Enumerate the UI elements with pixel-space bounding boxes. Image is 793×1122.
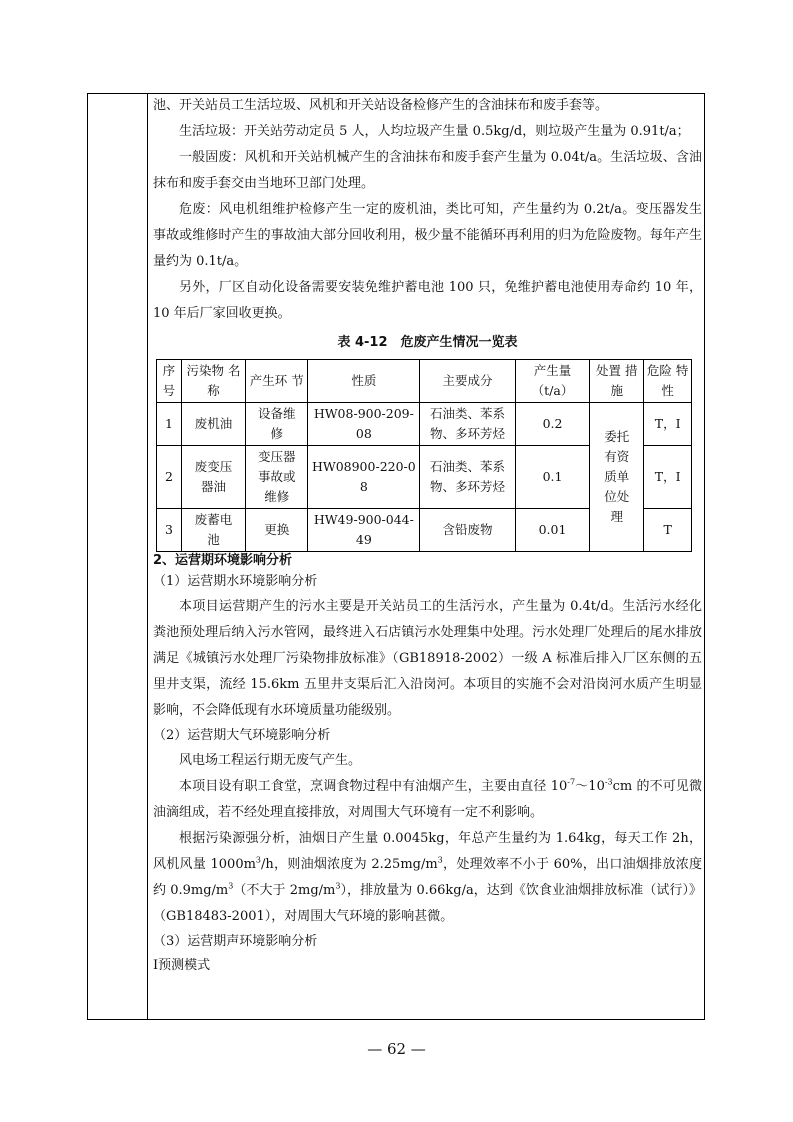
paragraph-air-1: 风电场工程运行期无废气产生。 [179, 753, 362, 768]
cell-property: HW08-900-209- 08 [308, 403, 420, 446]
hazardous-waste-table [156, 359, 692, 552]
noise-heading: （3）运营期声环境影响分析 [153, 934, 318, 949]
cell-composition: 石油类、苯系 物、多环芳烃 [420, 403, 515, 446]
paragraph-battery: 另外，厂区自动化设备需要安装免维护蓄电池 100 只，免维护蓄电池使用寿命约 10 年，10 年后厂家回收更换。 [153, 280, 702, 321]
cell-index: 2 [157, 446, 182, 509]
header-amount: 产生量 （t/a） [515, 360, 590, 403]
cell-pollutant: 废变压 器油 [181, 446, 245, 509]
paragraph-hazardous-waste: 危废：风电机组维护检修产生一定的废机油，类比可知，产生量约为 0.2t/a。变压器发生事故或维修时产生的事故油大部分回收利用，极少量不能循环再利用的归为危险废物。每年产生量约为 0.1t/a。 [153, 202, 702, 269]
cell-index: 3 [157, 509, 182, 552]
header-disposal: 处置 措施 [590, 360, 644, 403]
cell-composition: 石油类、苯系 物、多环芳烃 [420, 446, 515, 509]
cell-property: HW08900-220-0 8 [308, 446, 420, 509]
cell-hazard: T，I [644, 403, 692, 446]
noise-subheading: Ⅰ预测模式 [153, 958, 211, 973]
frame-column-divider [147, 93, 148, 1020]
cell-disposal: 委托 有资 质单 位处 理 [590, 403, 644, 552]
content-column [153, 93, 702, 978]
water-heading: （1）运营期水环境影响分析 [153, 574, 318, 589]
header-composition: 主要成分 [420, 360, 515, 403]
cell-amount: 0.01 [515, 509, 590, 552]
header-property: 性质 [308, 360, 420, 403]
header-hazard: 危险 特性 [644, 360, 692, 403]
paragraph-water: 本项目运营期产生的污水主要是开关站员工的生活污水，产生量为 0.4t/d。生活污水经化粪池预处理后纳入污水管网，最终进入石店镇污水处理集中处理。污水处理厂处理后的尾水排放满足《城镇污水处理厂污染物排放标准》（GB18918-2002）一级 A 标准后排入厂区东侧的五里井支渠，流经 15.6km 五里井支渠后汇入沿岗河。本项目的实施不会对沿岗河水质产生明显影响，不会降低现有水环境质量功能级别。 [153, 599, 702, 718]
cell-hazard: T，I [644, 446, 692, 509]
cell-stage: 变压器 事故或 维修 [246, 446, 308, 509]
paragraph-air-2: 本项目设有职工食堂，烹调食物过程中有油烟产生，主要由直径 $10^{-7}\sim 10^{-3}cm$ 的不可见微油滴组成，若不经处理直接排放，对周围大气环境有一定不利影响。 [153, 777, 702, 820]
cell-hazard: T [644, 509, 692, 552]
page-number: — 62 — [367, 1040, 426, 1058]
cell-amount: 0.1 [515, 446, 590, 509]
header-stage: 产生环 节 [246, 360, 308, 403]
cell-index: 1 [157, 403, 182, 446]
air-heading: （2）运营期大气环境影响分析 [153, 728, 331, 743]
paragraph-general-solid-waste: 一般固废：风机和开关站机械产生的含油抹布和废手套产生量为 0.04t/a。生活垃圾、含油抹布和废手套交由当地环卫部门处理。 [153, 150, 702, 191]
paragraph-domestic-waste: 生活垃圾：开关站劳动定员 5 人，人均垃圾产生量 0.5kg/d，则垃圾产生量为 0.91t/a； [179, 124, 690, 139]
cell-composition: 含铅废物 [420, 509, 515, 552]
table-header-row [157, 360, 692, 403]
paragraph-continuation: 池、开关站员工生活垃圾、风机和开关站设备检修产生的含油抹布和废手套等。 [153, 98, 609, 113]
cell-stage: 设备维 修 [246, 403, 308, 446]
cell-property: HW49-900-044- 49 [308, 509, 420, 552]
header-index: 序 号 [157, 360, 182, 403]
cell-pollutant: 废机油 [181, 403, 245, 446]
table-row [157, 403, 692, 446]
table-caption: 表 4-12 危废产生情况一览表 [337, 335, 518, 350]
section-heading: 2、运营期环境影响分析 [153, 553, 293, 568]
cell-stage: 更换 [246, 509, 308, 552]
header-pollutant: 污染物 名称 [181, 360, 245, 403]
paragraph-air-3: 根据污染源强分析，油烟日产生量 0.0045kg，年总产生量约为 1.64kg，每天工作 2h，风机风量 $1000m^3/h$，则油烟浓度为 $2.25mg/m^3$，处理效率不小于 60%，出口油烟排放浓度约 $0.9mg/m^3$（不大于 $2mg/m^3$），排放量为 0.66kg/a，达到《饮食业油烟排放标准（试行）》（GB18483-2001），对周围大气环境的影响甚微。 [153, 831, 703, 924]
cell-amount: 0.2 [515, 403, 590, 446]
cell-pollutant: 废蓄电 池 [181, 509, 245, 552]
